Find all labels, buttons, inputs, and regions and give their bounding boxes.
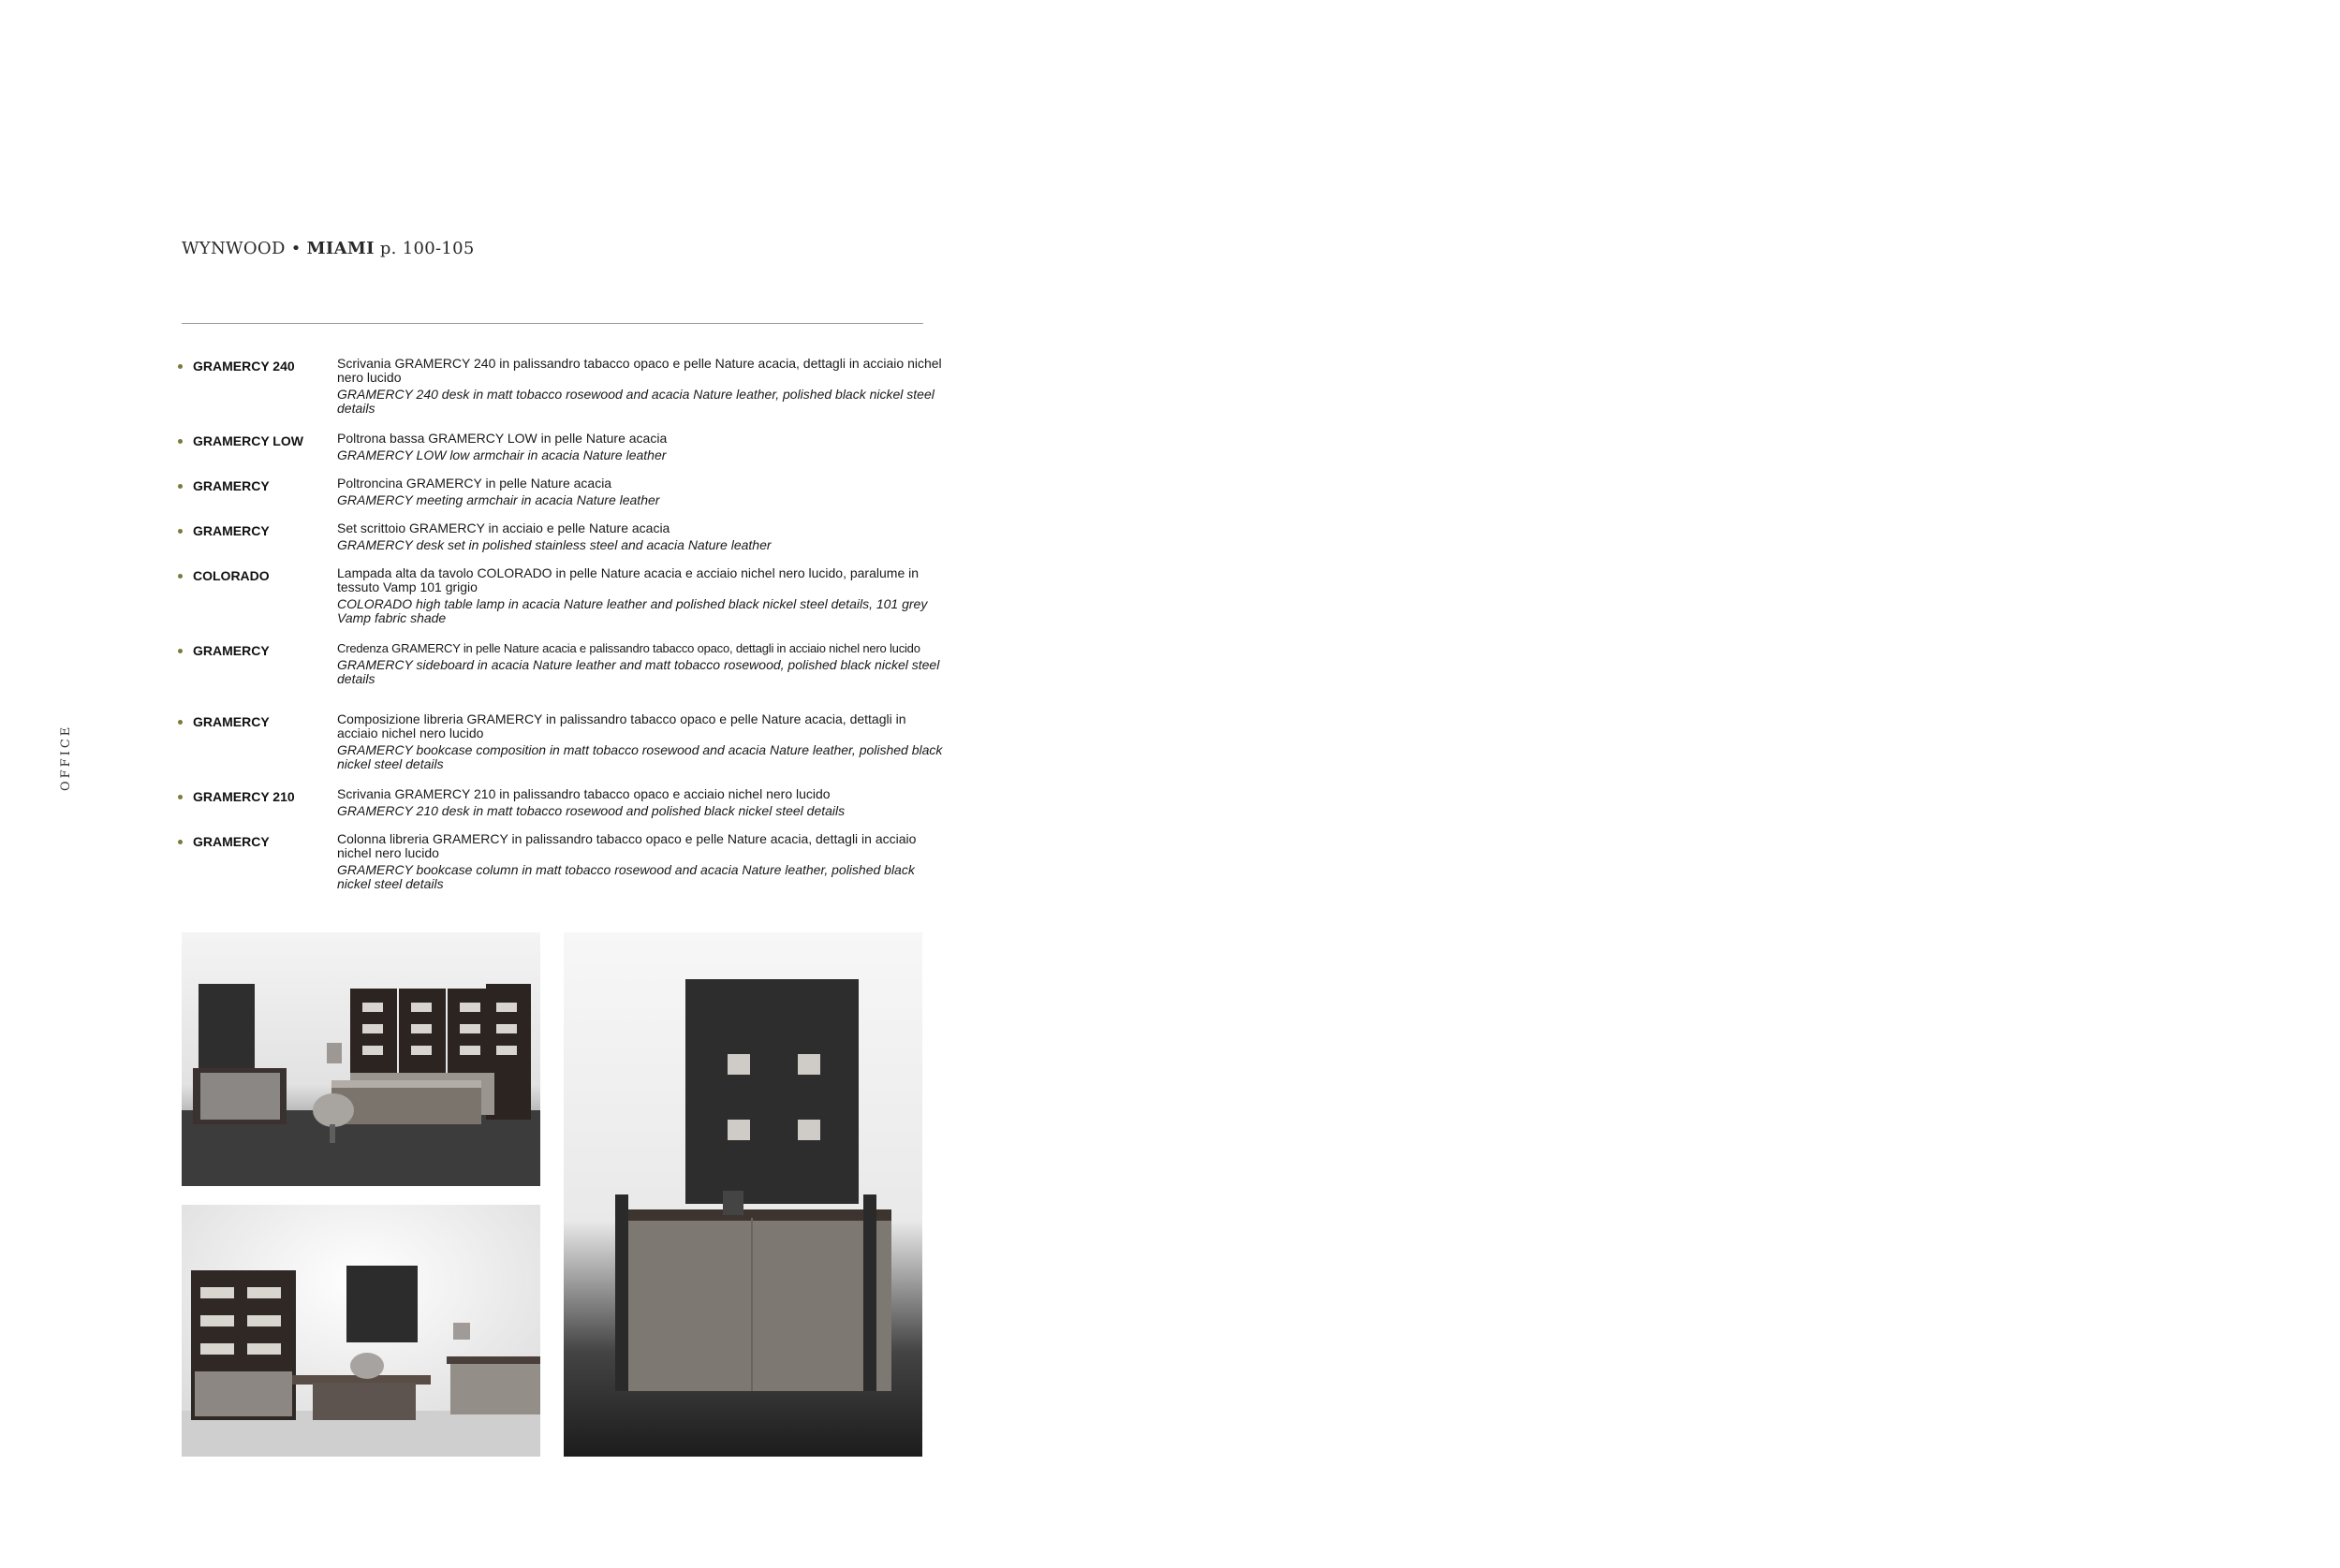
product-description [337, 787, 946, 818]
bullet-icon [178, 649, 183, 653]
description-italian: Poltroncina GRAMERCY in pelle Nature acacia [337, 476, 612, 491]
product-code: GRAMERCY 240 [193, 359, 295, 374]
product-description [337, 357, 946, 416]
sideboard-photo [564, 932, 922, 1457]
product-description [337, 432, 946, 462]
description-english: COLORADO high table lamp in acacia Nature leather and polished black nickel steel details, 101 grey Vamp fabric shade [337, 596, 928, 625]
description-english: GRAMERCY sideboard in acacia Nature leather and matt tobacco rosewood, polished black nickel steel details [337, 657, 940, 686]
description-english: GRAMERCY LOW low armchair in acacia Nature leather [337, 447, 667, 462]
description-english: GRAMERCY 240 desk in matt tobacco rosewood and acacia Nature leather, polished black nickel steel details [337, 387, 935, 416]
description-italian: Colonna libreria GRAMERCY in palissandro tabacco opaco e pelle Nature acacia, dettagli in acciaio nichel nero lucido [337, 831, 917, 860]
description-italian: Composizione libreria GRAMERCY in palissandro tabacco opaco e pelle Nature acacia, dettagli in acciaio nichel nero lucido [337, 711, 906, 740]
product-code: GRAMERCY LOW [193, 433, 303, 448]
product-description [337, 641, 946, 686]
office-desk-photo [182, 1205, 540, 1457]
title-prefix: WYNWOOD • [182, 239, 302, 258]
product-description [337, 832, 946, 891]
description-english: GRAMERCY bookcase column in matt tobacco rosewood and acacia Nature leather, polished black nickel steel details [337, 862, 915, 891]
page-title [182, 239, 475, 258]
divider-rule [182, 323, 923, 324]
title-name: MIAMI [306, 239, 375, 258]
product-code: GRAMERCY [193, 523, 270, 538]
bullet-icon [178, 529, 183, 534]
description-italian: Credenza GRAMERCY in pelle Nature acacia e palissandro tabacco opaco, dettagli in acciaio nichel nero lucido [337, 641, 920, 655]
description-english: GRAMERCY bookcase composition in matt tobacco rosewood and acacia Nature leather, polished black nickel steel details [337, 742, 943, 771]
product-code: GRAMERCY [193, 834, 270, 849]
description-english: GRAMERCY 210 desk in matt tobacco rosewood and polished black nickel steel details [337, 803, 846, 818]
office-overview-photo [182, 932, 540, 1186]
product-code: GRAMERCY [193, 478, 270, 493]
description-italian: Set scrittoio GRAMERCY in acciaio e pelle Nature acacia [337, 520, 670, 535]
title-pages: p. 100-105 [379, 239, 475, 258]
product-description [337, 566, 946, 625]
bullet-icon [178, 795, 183, 799]
bullet-icon [178, 364, 183, 369]
description-english: GRAMERCY desk set in polished stainless steel and acacia Nature leather [337, 537, 772, 552]
section-side-label: OFFICE [59, 724, 73, 791]
bullet-icon [178, 840, 183, 844]
bullet-icon [178, 439, 183, 444]
product-description [337, 521, 946, 552]
bullet-icon [178, 484, 183, 489]
product-description [337, 476, 946, 507]
description-italian: Scrivania GRAMERCY 240 in palissandro tabacco opaco e pelle Nature acacia, dettagli in acciaio nichel nero lucido [337, 356, 942, 385]
description-english: GRAMERCY meeting armchair in acacia Nature leather [337, 492, 660, 507]
product-code: GRAMERCY 210 [193, 789, 295, 804]
product-code: GRAMERCY [193, 643, 270, 658]
bullet-icon [178, 574, 183, 579]
product-code: COLORADO [193, 568, 270, 583]
description-italian: Poltrona bassa GRAMERCY LOW in pelle Nature acacia [337, 431, 668, 446]
product-code: GRAMERCY [193, 714, 270, 729]
product-description [337, 712, 946, 771]
bullet-icon [178, 720, 183, 725]
description-italian: Scrivania GRAMERCY 210 in palissandro tabacco opaco e acciaio nichel nero lucido [337, 786, 831, 801]
description-italian: Lampada alta da tavolo COLORADO in pelle Nature acacia e acciaio nichel nero lucido, paralume in tessuto Vamp 101 grigio [337, 565, 920, 594]
